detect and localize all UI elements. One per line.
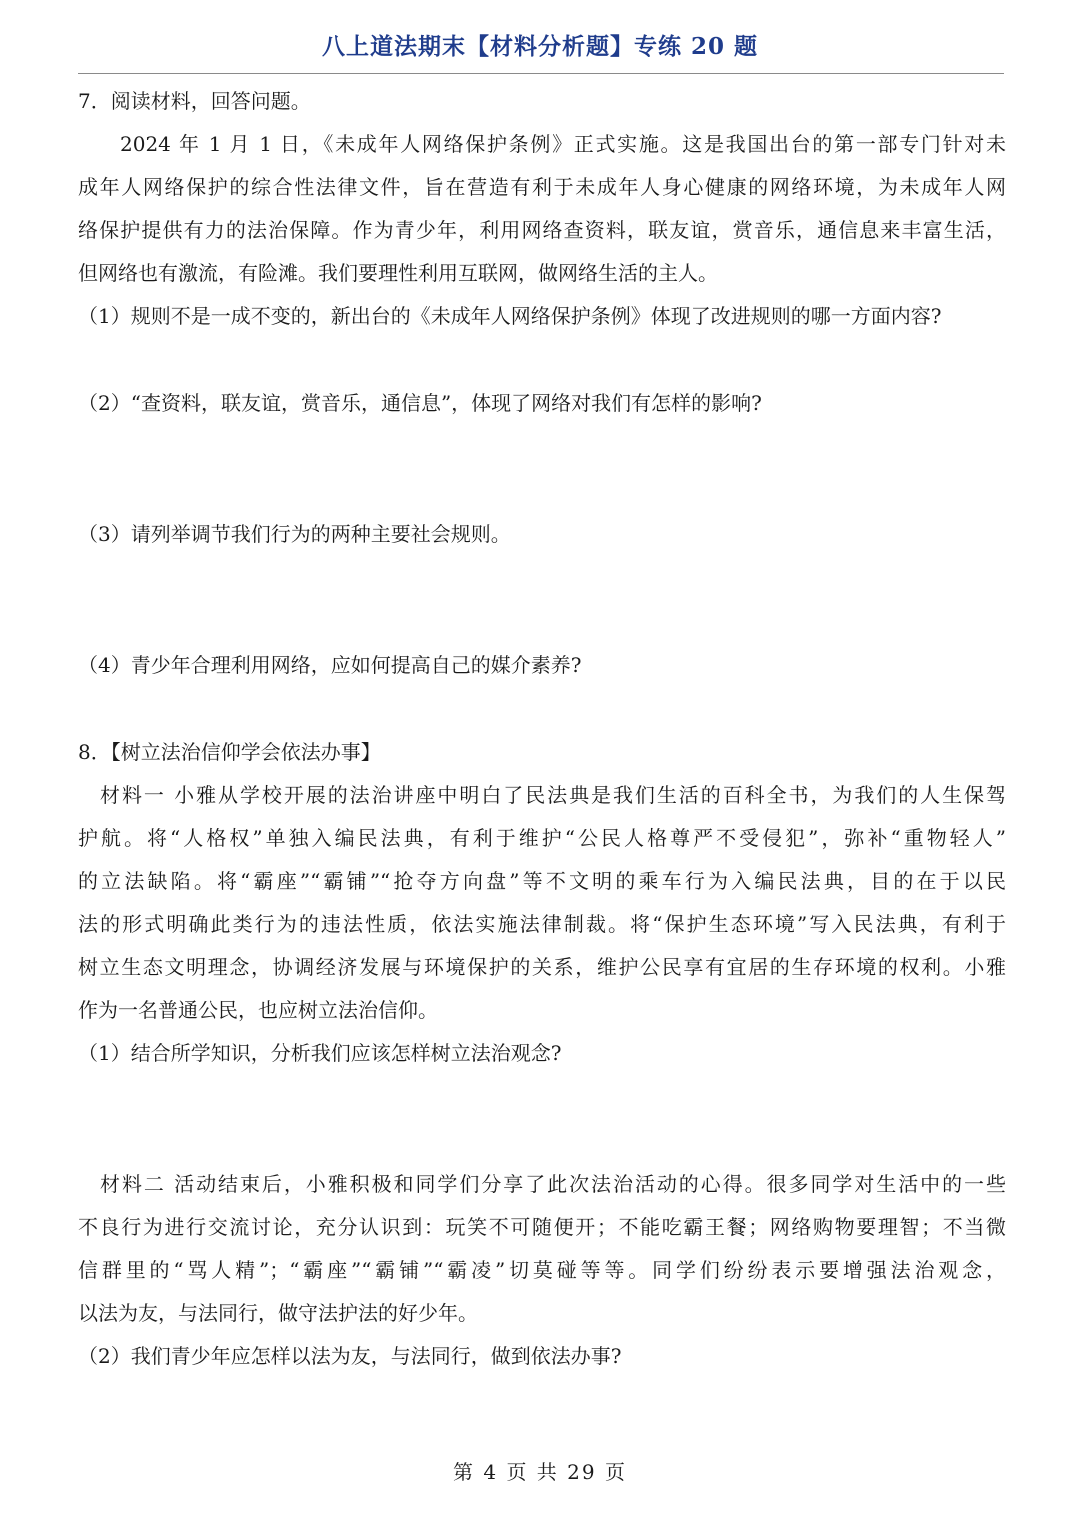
answer-space: [78, 338, 1006, 382]
question-7-heading: 7．阅读材料，回答问题。: [78, 89, 311, 113]
document-header-title: 八上道法期末【材料分析题】专练 20 题: [321, 33, 759, 60]
q8-material1-line: 材料一 小雅从学校开展的法治讲座中明白了民法典是我们生活的百科全书，为我们的人生保驾: [100, 783, 1006, 807]
q7-material-line: 2024 年 1 月 1 日，《未成年人网络保护条例》正式实施。这是我国出台的第一部专门针对未: [120, 132, 1006, 156]
q7-subquestion-1: （1）规则不是一成不变的，新出台的《未成年人网络保护条例》体现了改进规则的哪一方面内容?: [78, 304, 942, 328]
q7-subquestion-3: （3）请列举调节我们行为的两种主要社会规则。: [78, 522, 511, 546]
q7-subquestion-4: （4）青少年合理利用网络，应如何提高自己的媒介素养?: [78, 653, 582, 677]
q7-material-line: 络保护提供有力的法治保障。作为青少年，利用网络查资料，联友谊，赏音乐，通信息来丰富生活，: [78, 218, 1006, 242]
q8-material2-line: 材料二 活动结束后，小雅积极和同学们分享了此次法治活动的心得。很多同学对生活中的一些: [100, 1172, 1006, 1196]
q7-subquestion-2: （2）“查资料，联友谊，赏音乐，通信息”，体现了网络对我们有怎样的影响?: [78, 391, 762, 415]
q8-material2-line: 以法为友，与法同行，做守法护法的好少年。: [78, 1301, 478, 1325]
page-number-footer: 第 4 页 共 29 页: [453, 1460, 627, 1484]
q8-material1-line: 树立生态文明理念，协调经济发展与环境保护的关系，维护公民享有宜居的生存环境的权利。小雅: [78, 955, 1006, 979]
answer-space: [78, 556, 1006, 644]
q8-material2-line: 不良行为进行交流讨论，充分认识到：玩笑不可随便开；不能吃霸王餐；网络购物要理智；不当微: [78, 1215, 1006, 1239]
q7-material-line: 但网络也有激流，有险滩。我们要理性利用互联网，做网络生活的主人。: [78, 261, 718, 285]
q8-material1-line: 的立法缺陷。将“霸座”“霸铺”“抢夺方向盘”等不文明的乘车行为入编民法典，目的在于以民: [78, 869, 1006, 893]
q8-material1-line: 护航。将“人格权”单独入编民法典，有利于维护“公民人格尊严不受侵犯”，弥补“重物轻人”: [78, 826, 1006, 850]
answer-space: [78, 1075, 1006, 1163]
q8-subquestion-1: （1）结合所学知识，分析我们应该怎样树立法治观念?: [78, 1041, 562, 1065]
q8-material1-line: 法的形式明确此类行为的违法性质，依法实施法律制裁。将“保护生态环境”写入民法典，有利于: [78, 912, 1006, 936]
q7-material-line: 成年人网络保护的综合性法律文件，旨在营造有利于未成年人身心健康的网络环境，为未成年人网: [78, 175, 1006, 199]
answer-space: [78, 425, 1006, 513]
q8-material1-line: 作为一名普通公民，也应树立法治信仰。: [78, 998, 438, 1022]
q8-subquestion-2: （2）我们青少年应怎样以法为友，与法同行，做到依法办事?: [78, 1344, 622, 1368]
answer-space: [78, 687, 1006, 731]
q8-material2-line: 信群里的“骂人精”；“霸座”“霸铺”“霸凌”切莫碰等等。同学们纷纷表示要增强法治观念，: [78, 1258, 1006, 1282]
document-body: [78, 80, 1006, 1378]
header-divider: [78, 73, 1004, 74]
question-8-heading: 8．【树立法治信仰学会依法办事】: [78, 740, 381, 764]
